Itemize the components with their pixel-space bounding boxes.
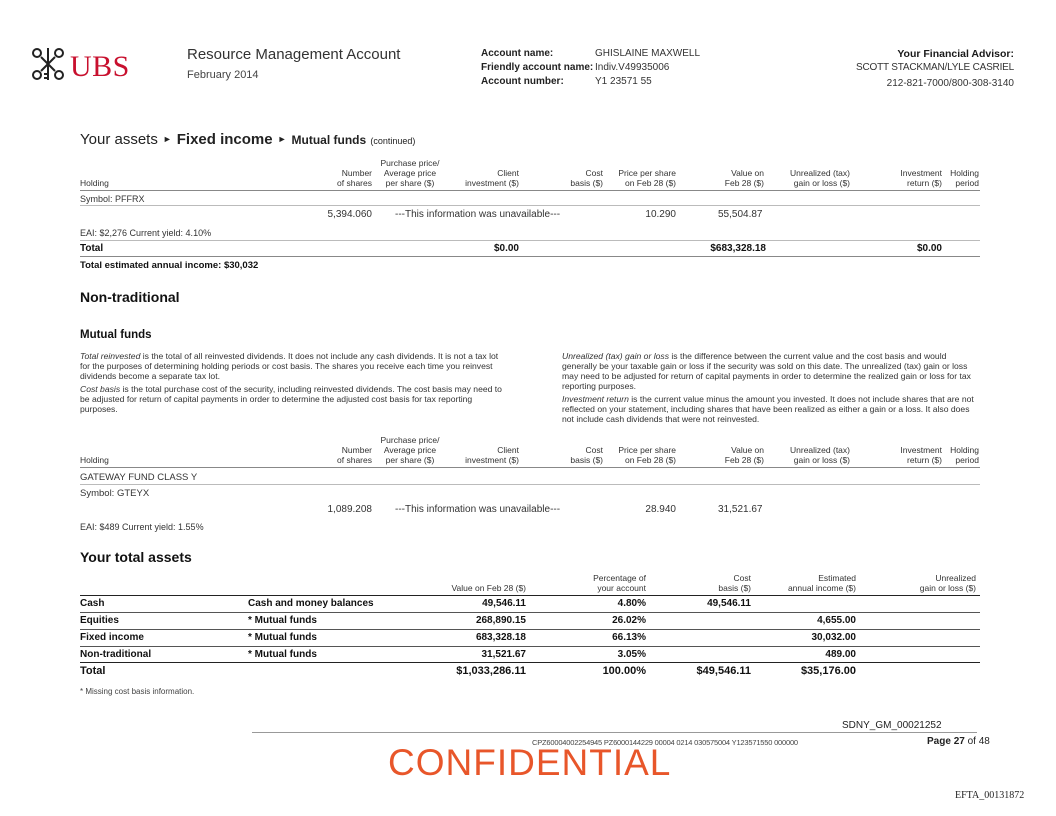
fund-unavailable: ---This information was unavailable--- — [395, 504, 561, 515]
fund-value: 31,521.67 — [718, 504, 763, 515]
col-shares: Number of shares — [337, 168, 372, 188]
divider — [80, 646, 980, 647]
divider — [80, 205, 980, 206]
divider — [80, 240, 980, 241]
fixed-income-value: 55,504.87 — [718, 209, 763, 220]
definition-cost-basis: Cost basis is the total purchase cost of the security, including reinvested dividends. The cost basis may need to be adjusted for return of capital payments in order to determine the adjusted cost basis for tax reporting purposes. — [80, 384, 502, 414]
fixed-income-symbol: Symbol: PFFRX — [80, 194, 145, 204]
financial-advisor-title: Your Financial Advisor: — [897, 48, 1014, 60]
non-traditional-heading: Non-traditional — [80, 289, 180, 305]
friendly-name-value: Indiv.V49935006 — [595, 62, 670, 73]
financial-advisor-phone: 212-821-7000/800-308-3140 — [886, 78, 1014, 89]
definition-total-reinvested: Total reinvested is the total of all reinvested dividends. It does not include any cash dividends. It is not a tax lot for the purposes of determining holding periods or cost basis. The shares you receive each time you reinvest dividends become a separate tax lot. — [80, 351, 499, 381]
definition-unrealized: Unrealized (tax) gain or loss is the difference between the current value and the cost basis and would generally be your taxable gain or loss if the security was sold on this date. The unrealized (tax) gain or loss may need to be adjusted for return of capital payments in order to determine the realized gain or loss for tax reporting purposes. — [562, 351, 971, 391]
barcode-text: CPZ60004002254945 PZ6000144229 00004 0214 030575004 Y123571550 000000 — [532, 738, 798, 747]
breadcrumb-fixed-income: Fixed income — [176, 131, 273, 148]
fixed-income-total-client: $0.00 — [493, 243, 519, 254]
divider — [80, 467, 980, 468]
col-unrealized: Unrealized (tax) gain or loss ($) — [790, 445, 850, 465]
col-holding-period: Holding period — [950, 445, 979, 465]
col-ta-cost-basis: Cost basis ($) — [718, 573, 751, 593]
col-investment-return: Investment return ($) — [900, 445, 942, 465]
divider — [80, 595, 980, 596]
statement-date: February 2014 — [187, 69, 259, 81]
col-value: Value on Feb 28 ($) — [724, 445, 764, 465]
document-title: Resource Management Account — [187, 46, 401, 63]
financial-advisor-name: SCOTT STACKMAN/LYLE CASRIEL — [856, 62, 1014, 73]
fund-eai: EAI: $489 Current yield: 1.55% — [80, 522, 204, 532]
col-holding: Holding — [80, 455, 109, 465]
footnote: * Missing cost basis information. — [80, 687, 195, 696]
col-ta-value: Value on Feb 28 ($) — [451, 583, 526, 593]
account-name-value: GHISLAINE MAXWELL — [595, 48, 701, 59]
divider — [80, 484, 980, 485]
fixed-income-shares: 5,394.060 — [327, 209, 372, 220]
account-number-label: Account number: — [481, 76, 564, 87]
breadcrumb-assets: Your assets — [80, 131, 158, 148]
col-cost-basis: Cost basis ($) — [570, 445, 603, 465]
mutual-funds-heading: Mutual funds — [80, 329, 152, 341]
fixed-income-total-return: $0.00 — [916, 243, 942, 254]
fund-name: GATEWAY FUND CLASS Y — [80, 472, 198, 483]
confidential-stamp: CONFIDENTIAL — [388, 742, 672, 783]
breadcrumb — [80, 131, 415, 148]
divider — [252, 732, 977, 733]
divider — [80, 190, 980, 191]
bates-number: SDNY_GM_00021252 — [842, 720, 942, 731]
fixed-income-price-per-share: 10.290 — [645, 209, 676, 220]
triangle-right-icon: ► — [277, 134, 287, 144]
col-price-per-share: Price per share on Feb 28 ($) — [618, 168, 676, 188]
account-number-value: Y1 23571 55 — [595, 76, 652, 87]
col-holding: Holding — [80, 178, 109, 188]
breadcrumb-continued: (continued) — [370, 136, 416, 146]
col-client-investment: Client investment ($) — [465, 168, 519, 188]
efta-number: EFTA_00131872 — [955, 790, 1025, 801]
fixed-income-total-label: Total — [80, 243, 104, 254]
total-estimated-income: Total estimated annual income: $30,032 — [80, 260, 259, 271]
col-ta-percentage: Percentage of your account — [593, 573, 646, 593]
col-cost-basis: Cost basis ($) — [570, 168, 603, 188]
friendly-name-label: Friendly account name: — [481, 62, 594, 73]
col-shares: Number of shares — [337, 445, 372, 465]
col-price-per-share: Price per share on Feb 28 ($) — [618, 445, 676, 465]
col-purchase-price: Purchase price/ Average price per share ($) — [380, 158, 440, 188]
col-client-investment: Client investment ($) — [465, 445, 519, 465]
fixed-income-unavailable: ---This information was unavailable--- — [395, 209, 561, 220]
breadcrumb-mutual-funds: Mutual funds — [291, 133, 367, 147]
fund-shares: 1,089.208 — [327, 504, 372, 515]
col-investment-return: Investment return ($) — [900, 168, 942, 188]
col-holding-period: Holding period — [950, 168, 979, 188]
ubs-logo — [28, 44, 178, 94]
triangle-right-icon: ► — [162, 134, 172, 144]
ubs-logo-text: UBS — [70, 50, 130, 83]
fund-symbol: Symbol: GTEYX — [80, 488, 150, 499]
divider — [80, 256, 980, 257]
fixed-income-total-value: $683,328.18 — [710, 243, 766, 254]
divider — [80, 612, 980, 613]
col-ta-unrealized: Unrealized gain or loss ($) — [919, 573, 976, 593]
divider — [80, 662, 980, 663]
col-purchase-price: Purchase price/ Average price per share ($) — [380, 435, 440, 465]
col-unrealized: Unrealized (tax) gain or loss ($) — [790, 168, 850, 188]
account-name-label: Account name: — [481, 48, 554, 59]
definition-investment-return: Investment return is the current value minus the amount you invested. It does not include shares that are not reflected on your statement, including shares that have been realized as either a gain or a loss. It also does not include cash dividends that were not reinvested. — [562, 394, 974, 424]
divider — [80, 629, 980, 630]
fixed-income-eai: EAI: $2,276 Current yield: 4.10% — [80, 228, 212, 238]
fund-price-per-share: 28.940 — [645, 504, 676, 515]
col-ta-income: Estimated annual income ($) — [787, 573, 856, 593]
total-assets-heading: Your total assets — [80, 549, 192, 565]
page-number: Page 27 of 48 — [927, 736, 990, 747]
ubs-keys-icon — [28, 44, 68, 84]
col-value: Value on Feb 28 ($) — [724, 168, 764, 188]
